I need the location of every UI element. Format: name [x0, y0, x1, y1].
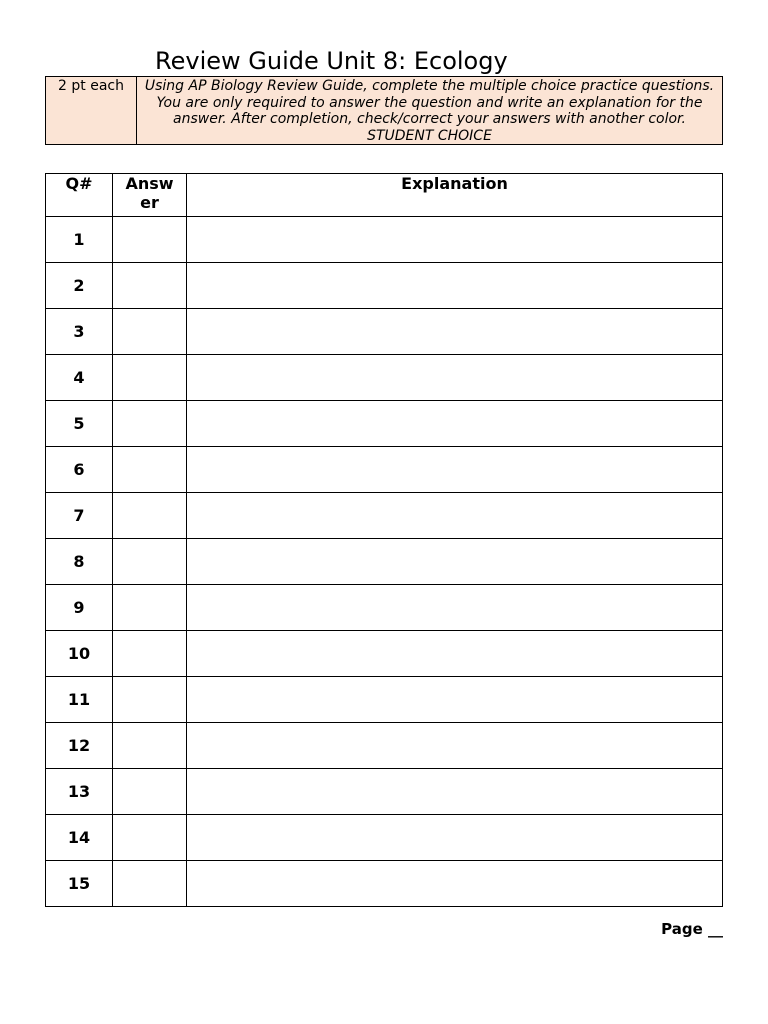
question-number: 5 [46, 401, 113, 447]
answer-cell[interactable] [113, 723, 187, 769]
explanation-cell[interactable] [187, 769, 723, 815]
explanation-cell[interactable] [187, 263, 723, 309]
table-row [46, 217, 723, 263]
answer-table [45, 173, 723, 907]
header-answer-label: Answer [125, 174, 174, 212]
table-row [46, 355, 723, 401]
explanation-cell[interactable] [187, 539, 723, 585]
table-row [46, 769, 723, 815]
header-explanation: Explanation [187, 174, 723, 217]
answer-cell[interactable] [113, 585, 187, 631]
table-row [46, 539, 723, 585]
question-number: 7 [46, 493, 113, 539]
answer-cell[interactable] [113, 677, 187, 723]
instruction-line: STUDENT CHOICE [367, 127, 492, 144]
question-number: 1 [46, 217, 113, 263]
answer-cell[interactable] [113, 401, 187, 447]
explanation-cell[interactable] [187, 355, 723, 401]
table-row [46, 309, 723, 355]
answer-cell[interactable] [113, 263, 187, 309]
answer-cell[interactable] [113, 447, 187, 493]
header-answer [113, 174, 187, 217]
table-row [46, 493, 723, 539]
table-row [46, 815, 723, 861]
question-number: 3 [46, 309, 113, 355]
table-row [46, 401, 723, 447]
question-number: 2 [46, 263, 113, 309]
explanation-cell[interactable] [187, 815, 723, 861]
table-row [46, 631, 723, 677]
answer-cell[interactable] [113, 493, 187, 539]
answer-cell[interactable] [113, 217, 187, 263]
table-row [46, 723, 723, 769]
page-title: Review Guide Unit 8: Ecology [155, 47, 508, 75]
question-number: 9 [46, 585, 113, 631]
explanation-cell[interactable] [187, 861, 723, 907]
explanation-cell[interactable] [187, 217, 723, 263]
question-number: 13 [46, 769, 113, 815]
question-number: 8 [46, 539, 113, 585]
points-cell: 2 pt each [46, 77, 137, 145]
question-number: 14 [46, 815, 113, 861]
explanation-cell[interactable] [187, 401, 723, 447]
explanation-cell[interactable] [187, 585, 723, 631]
instruction-line: answer. After completion, check/correct your answers with another color. [173, 111, 686, 127]
answer-cell[interactable] [113, 769, 187, 815]
table-row [46, 861, 723, 907]
question-number: 4 [46, 355, 113, 401]
instructions-cell [137, 77, 723, 145]
answer-cell[interactable] [113, 815, 187, 861]
question-number: 10 [46, 631, 113, 677]
header-question-number: Q# [46, 174, 113, 217]
instructions-table [45, 76, 723, 145]
explanation-cell[interactable] [187, 723, 723, 769]
table-row [46, 585, 723, 631]
answer-cell[interactable] [113, 309, 187, 355]
question-number: 6 [46, 447, 113, 493]
question-number: 12 [46, 723, 113, 769]
explanation-cell[interactable] [187, 631, 723, 677]
explanation-cell[interactable] [187, 677, 723, 723]
explanation-cell[interactable] [187, 493, 723, 539]
instruction-line: You are only required to answer the question and write an explanation for the [156, 94, 703, 111]
page-number-label: Page __ [661, 920, 723, 938]
answer-cell[interactable] [113, 631, 187, 677]
table-row [46, 447, 723, 493]
explanation-cell[interactable] [187, 447, 723, 493]
answer-cell[interactable] [113, 861, 187, 907]
question-number: 15 [46, 861, 113, 907]
answer-cell[interactable] [113, 355, 187, 401]
explanation-cell[interactable] [187, 309, 723, 355]
question-number: 11 [46, 677, 113, 723]
table-row [46, 677, 723, 723]
answer-cell[interactable] [113, 539, 187, 585]
table-row [46, 263, 723, 309]
instruction-line: Using AP Biology Review Guide, complete the multiple choice practice questions. [144, 78, 715, 94]
